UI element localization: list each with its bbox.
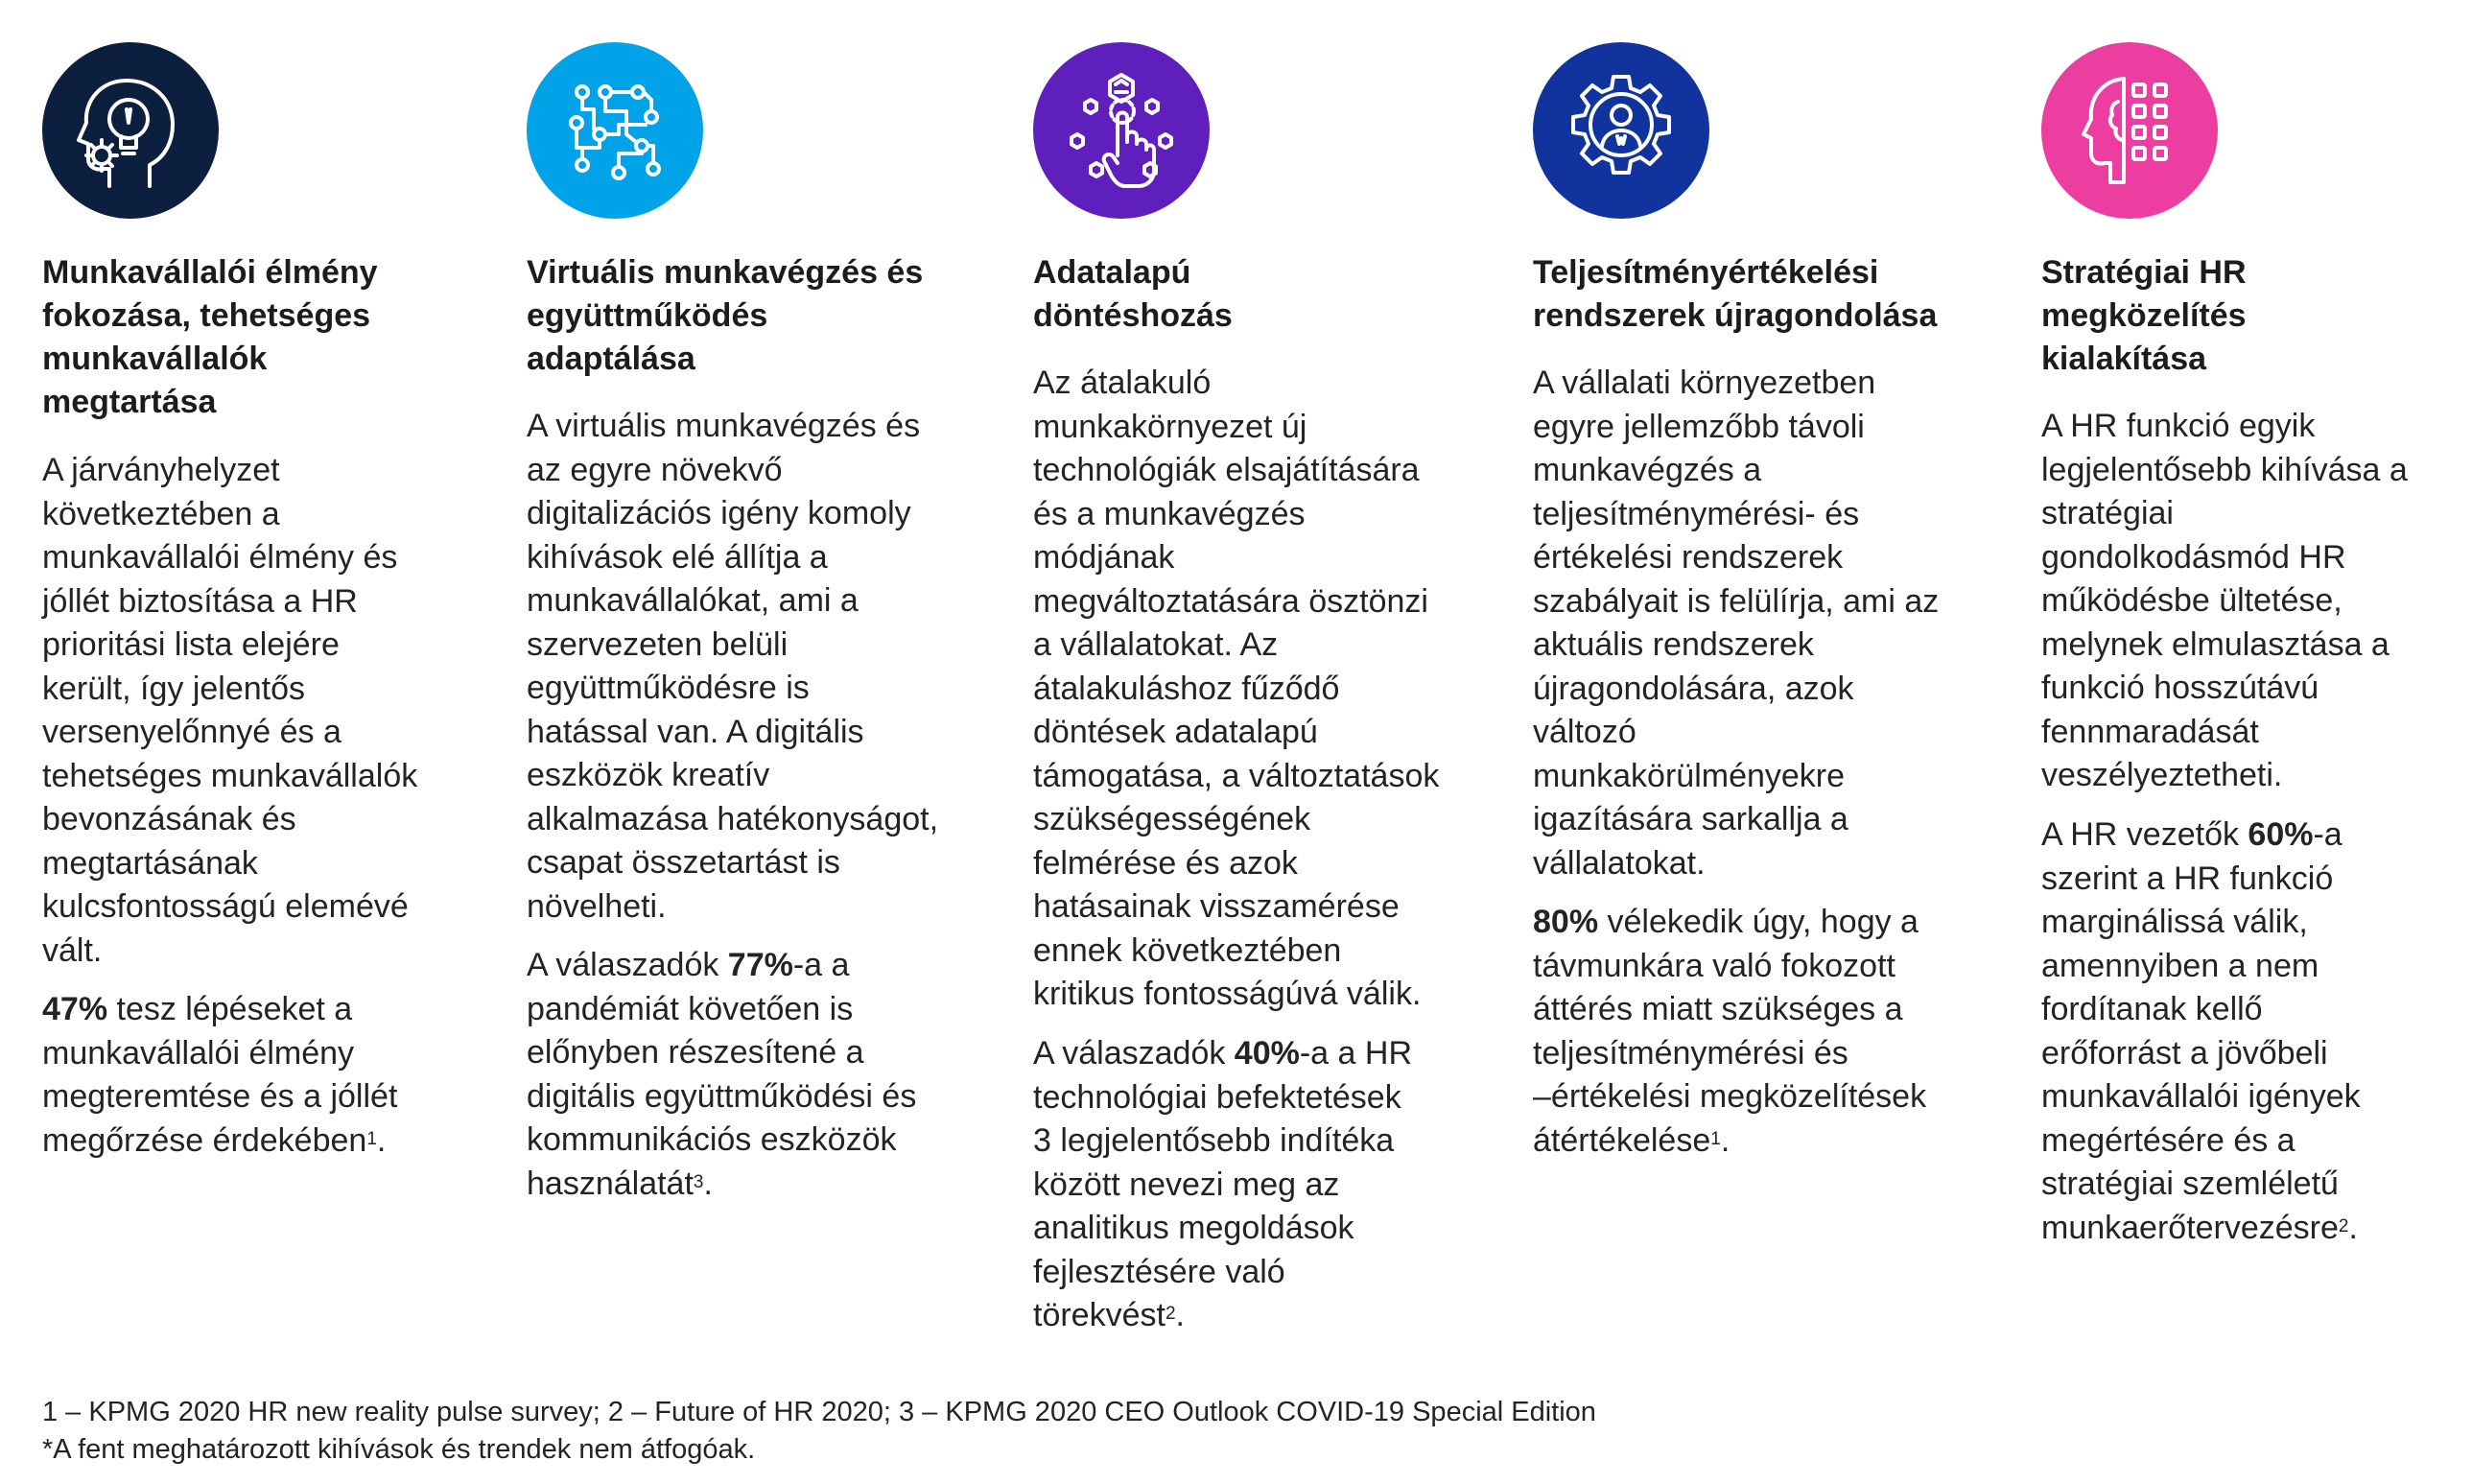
body-line: következtében a [42,495,280,532]
stat-text: munkavállalói igények [2041,1078,2361,1115]
body-line: stratégiai [2041,495,2174,531]
body-line: növelheti. [527,887,667,925]
stat-text: A válaszadók [1033,1035,1235,1072]
body-line: digitalizációs igény komoly [527,495,911,531]
body-line: jóllét biztosítása a HR [42,582,358,620]
body-line: és a munkavégzés [1033,495,1306,532]
body-line: kulcsfontosságú elemévé [42,888,409,925]
title-line: adaptálása [527,341,695,377]
stat-end: . [1720,1121,1730,1159]
body-line: megtartásának [42,844,258,882]
body-line: egyre jellemzőbb távoli [1533,408,1865,445]
body-line: A virtuális munkavégzés és [527,408,921,444]
stat-text: távmunkára való fokozott [1533,947,1895,984]
stat-text: teljesítménymérési és [1533,1034,1848,1072]
title-line: döntéshozás [1033,297,1233,334]
stat-value: 60% [2248,816,2314,853]
body-line: hatásainak visszamérése [1033,888,1400,925]
body-line: munkavállalókat, ami a [527,582,859,619]
stat-text: pandémiát követően is [527,990,854,1027]
stat-text: megőrzése érdekében [42,1121,367,1159]
stat-end: . [376,1121,387,1159]
title-line: Virtuális munkavégzés és [527,254,924,291]
title-line: Munkavállalói élmény [42,254,378,291]
stat-text: -a a HR [1299,1035,1412,1072]
footnote-ref: 1 [1710,1128,1721,1149]
title-line: megközelítés [2041,297,2247,334]
footnote-ref: 1 [366,1128,377,1149]
title-line: Stratégiai HR [2041,254,2247,291]
body-line: kritikus fontosságúvá válik. [1033,976,1422,1012]
body-line: munkavégzés a [1533,452,1762,488]
footnote-sources: 1 – KPMG 2020 HR new reality pulse survey; 2 – Future of HR 2020; 3 – KPMG 2020 CEO Outlook COVID-19 Special Edition [42,1397,1596,1427]
stat-text: analitikus megoldások [1033,1210,1354,1246]
body-line: munkakörnyezet új [1033,408,1307,445]
stat-text: fordítanak kellő [2041,991,2263,1027]
title-line: munkavállalók [42,341,268,377]
column-body [2041,405,2408,798]
stat-text: megteremtése és a jóllét [42,1078,398,1115]
stat-text: között nevezi meg az [1033,1166,1340,1203]
column-stat [42,988,397,1163]
body-line: átalakuláshoz fűződő [1033,670,1340,707]
body-line: fennmaradását [2041,713,2259,750]
body-line: A vállalati környezetben [1533,365,1876,401]
head-grid-icon [2041,42,2218,219]
body-line: ennek következtében [1033,931,1342,969]
stat-text: -a a [792,947,850,983]
title-line: fokozása, tehetséges [42,297,371,334]
stat-text: -a [2313,816,2343,853]
body-line: vált. [42,931,103,969]
body-line: került, így jelentős [42,670,306,707]
stat-end: . [1175,1297,1185,1333]
body-line: szükségességének [1033,801,1311,837]
body-line: legjelentősebb kihívása a [2041,451,2408,488]
body-line: tehetséges munkavállalók [42,757,418,794]
title-line: Adatalapú [1033,254,1191,291]
body-line: A járványhelyzet [42,452,280,488]
body-line: Az átalakuló [1033,365,1212,401]
body-line: igazítására sarkallja a [1533,801,1848,837]
stat-text: marginálissá válik, [2041,904,2308,940]
stat-text: 3 legjelentősebb indítéka [1033,1122,1395,1159]
stat-value: 77% [727,947,793,983]
circuit-network-icon [527,42,703,219]
stat-text: átértékelése [1533,1121,1711,1159]
column-stat [1533,901,1926,1163]
stat-text: fejlesztésére való [1033,1253,1285,1290]
footnote-ref: 3 [693,1171,704,1192]
title-line: Teljesítményértékelési [1533,254,1879,291]
body-line: változó [1533,714,1636,750]
gear-person-icon [1533,42,1709,219]
stat-text: szerint a HR funkció [2041,860,2334,897]
body-line: a vállalatokat. Az [1033,626,1279,663]
body-line: funkció hosszútávú [2041,670,2319,706]
body-line: eszközök kreatív [527,757,770,793]
column-body [1033,362,1439,1017]
body-line: munkavállalói élmény és [42,539,398,576]
body-line: melynek elmulasztása a [2041,625,2390,663]
stat-text: áttérés miatt szükséges a [1533,991,1903,1027]
title-line: együttműködés [527,297,768,334]
stat-text: stratégiai szemléletű [2041,1166,2339,1202]
body-line: megváltoztatására ösztönzi [1033,582,1428,620]
hand-touch-hexagon-icon [1033,42,1210,219]
footnote-ref: 2 [2338,1215,2349,1237]
body-line: prioritási lista elejére [42,626,340,663]
stat-text: A HR vezetők [2041,816,2248,853]
footnote-ref: 2 [1165,1304,1176,1324]
stat-text: megértésére és a [2041,1121,2295,1159]
stat-value: 80% [1533,904,1599,940]
body-line: felmérése és azok [1033,844,1298,882]
title-line: megtartása [42,384,217,420]
stat-text: előnyben részesítené a [527,1034,864,1071]
body-line: aktuális rendszerek [1533,626,1814,663]
column-title [1033,251,1233,338]
body-line: értékelési rendszerek [1533,539,1844,576]
body-line: működésbe ültetése, [2041,582,2343,619]
column-stat [1033,1032,1412,1338]
stat-text: használatát [527,1165,694,1202]
footnote-disclaimer: *A fent meghatározott kihívások és trendek nem átfogóak. [42,1434,756,1465]
stat-text: törekvést [1033,1297,1165,1333]
body-line: versenyelőnnyé és a [42,714,341,750]
body-line: kihívások elé állítja a [527,538,828,576]
stat-text: erőforrást a jövőbeli [2041,1034,2328,1072]
stat-text: kommunikációs eszközök [527,1121,897,1158]
column-title [1533,251,1937,338]
stat-text: technológiai befektetések [1033,1078,1401,1116]
column-body [527,405,938,929]
column-body [1533,362,1939,885]
column-body [42,449,417,973]
body-line: hatással van. A digitális [527,713,864,750]
stat-text: munkavállalói élmény [42,1034,355,1072]
stat-value: 40% [1234,1035,1300,1072]
stat-end: . [703,1165,713,1202]
body-line: teljesítménymérési- és [1533,495,1860,532]
column-title [2041,251,2247,381]
body-line: A HR funkció egyik [2041,408,2316,444]
body-line: döntések adatalapú [1033,714,1318,750]
stat-value: 47% [42,991,108,1027]
body-line: gondolkodásmód HR [2041,538,2346,576]
head-lightbulb-icon [42,42,219,219]
body-line: veszélyeztetheti. [2041,757,2283,793]
body-line: szabályait is felülírja, ami az [1533,582,1940,620]
stat-text: vélekedik úgy, hogy a [1598,904,1919,940]
body-line: együttműködésre is [527,670,810,706]
body-line: bevonzásának és [42,801,296,837]
body-line: újragondolására, azok [1533,670,1854,707]
stat-text: A válaszadók [527,947,728,983]
column-title [527,251,923,381]
body-line: alkalmazása hatékonyságot, [527,800,939,837]
title-line: rendszerek újragondolása [1533,297,1938,334]
body-line: módjának [1033,539,1175,576]
stat-text: tesz lépéseket a [107,991,353,1027]
stat-text: digitális együttműködési és [527,1077,917,1115]
column-title [42,251,378,424]
column-stat [2041,813,2361,1250]
body-line: technológiák elsajátítására [1033,452,1420,488]
body-line: csapat összetartást is [527,844,840,881]
stat-text: munkaerőtervezésre [2041,1209,2339,1246]
stat-end: . [2348,1209,2358,1246]
body-line: támogatása, a változtatások [1033,757,1440,794]
stat-text: amennyiben a nem [2041,947,2319,984]
body-line: szervezeten belüli [527,625,789,663]
title-line: kialakítása [2041,341,2207,377]
stat-text: –értékelési megközelítések [1533,1078,1927,1115]
body-line: az egyre növekvő [527,451,783,488]
body-line: vállalatokat. [1533,844,1706,882]
column-stat [527,944,916,1206]
body-line: munkakörülményekre [1533,757,1846,794]
